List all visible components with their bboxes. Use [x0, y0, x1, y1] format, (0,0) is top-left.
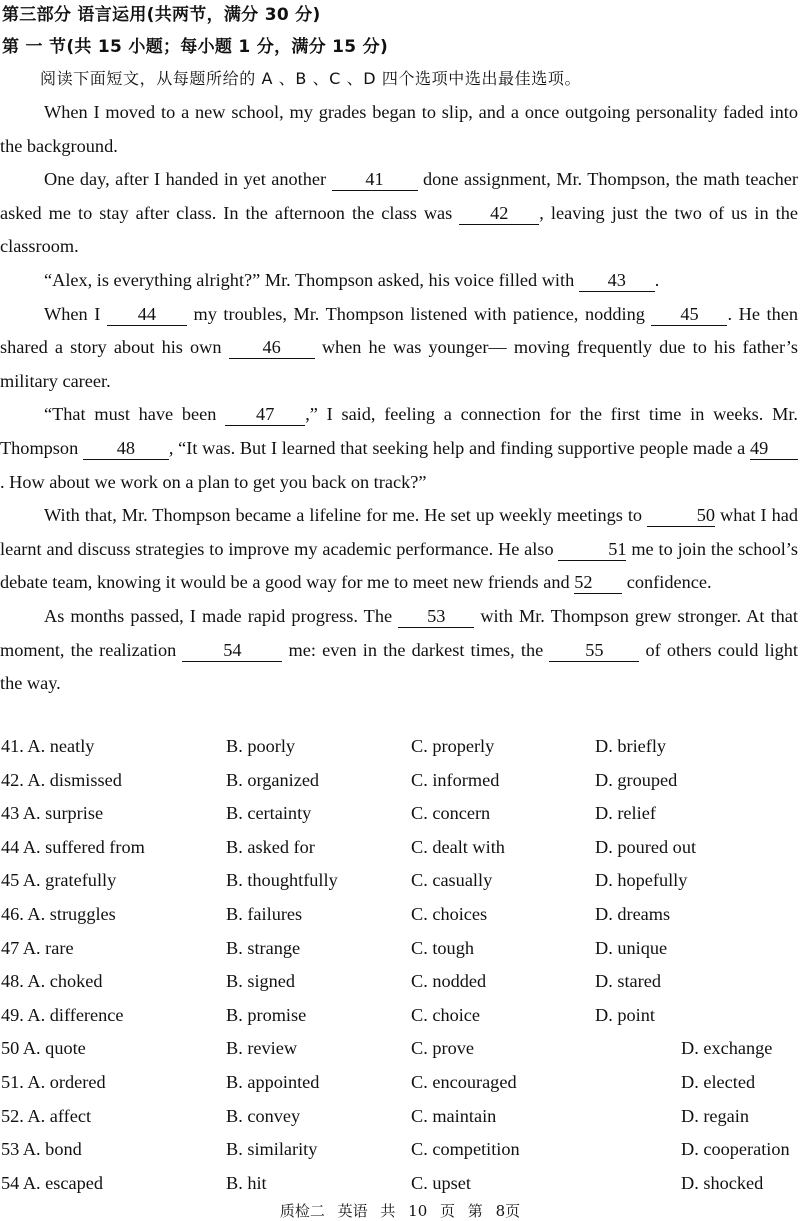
option-b: B. appointed — [226, 1071, 320, 1092]
option-row-43 — [0, 797, 800, 831]
option-d: D. dreams — [595, 903, 671, 924]
blank-52: 52 — [574, 571, 622, 594]
option-row-42 — [0, 764, 800, 798]
option-c: C. encouraged — [411, 1071, 517, 1092]
option-row-54 — [0, 1167, 800, 1201]
blank-45: 45 — [651, 303, 727, 326]
option-a: 53 A. bond — [1, 1139, 82, 1160]
blank-42: 42 — [459, 202, 539, 225]
option-c: C. casually — [411, 870, 493, 891]
option-b: B. review — [226, 1038, 298, 1059]
text: One day, after I handed in yet another — [44, 169, 332, 190]
option-d: D. cooperation — [681, 1139, 790, 1160]
option-a: 44 A. suffered from — [1, 836, 145, 857]
option-row-48 — [0, 965, 800, 999]
option-d: D. stared — [595, 971, 661, 992]
text: . — [654, 269, 660, 290]
option-c: C. concern — [411, 803, 491, 824]
text: “Alex, is everything alright?” Mr. Thompson asked, his voice filled with — [44, 269, 579, 290]
text: “That must have been — [44, 404, 226, 425]
text: me: even in the darkest times, the — [282, 639, 550, 660]
answer-options — [0, 730, 800, 1200]
option-row-41 — [0, 730, 800, 764]
text: confidence. — [622, 572, 712, 593]
option-d: D. poured out — [595, 836, 697, 857]
blank-49: 49 — [750, 437, 798, 460]
option-row-45 — [0, 864, 800, 898]
option-row-47 — [0, 932, 800, 966]
text: . How about we work on a plan to get you back on track?” — [0, 471, 427, 492]
option-a: 48. A. choked — [1, 971, 103, 992]
option-b: B. strange — [226, 937, 301, 958]
text: . He then shared a story about his own — [0, 303, 798, 358]
option-b: B. failures — [226, 903, 303, 924]
option-c: C. informed — [411, 769, 500, 790]
paragraph-2 — [0, 163, 798, 264]
section-title: 第 一 节(共 15 小题；每小题 1 分，满分 15 分) — [2, 37, 389, 57]
option-b: B. certainty — [226, 803, 312, 824]
blank-50: 50 — [647, 504, 715, 527]
option-b: B. asked for — [226, 836, 315, 857]
option-row-53 — [0, 1133, 800, 1167]
blank-47: 47 — [225, 403, 305, 426]
instruction-text: 阅读下面短文，从每题所给的 A 、B 、C 、D 四个选项中选出最佳选项。 — [40, 69, 582, 88]
blank-54: 54 — [182, 639, 282, 662]
option-d: D. grouped — [595, 769, 678, 790]
option-c: C. nodded — [411, 971, 487, 992]
text: my troubles, Mr. Thompson listened with patience, nodding — [186, 303, 652, 324]
paragraph-7 — [0, 600, 798, 701]
option-d: D. point — [595, 1004, 655, 1025]
option-a: 50 A. quote — [1, 1038, 86, 1059]
option-d: D. exchange — [681, 1038, 773, 1059]
option-row-52 — [0, 1100, 800, 1134]
text: When I — [44, 303, 107, 324]
option-row-44 — [0, 831, 800, 865]
blank-41: 41 — [332, 168, 418, 191]
text: ,” I said, feeling a connection for the first time in weeks. Mr. Thompson — [0, 404, 798, 458]
paragraph-1: When I moved to a new school, my grades began to slip, and a once outgoing personality faded into the background. — [0, 102, 798, 156]
option-a: 42. A. dismissed — [1, 769, 122, 790]
text: , “It was. But I learned that seeking help and finding supportive people made a — [168, 437, 750, 458]
option-c: C. properly — [411, 736, 495, 756]
blank-51: 51 — [558, 538, 626, 561]
option-d: D. regain — [681, 1105, 750, 1126]
page-footer: 质检二 英语 共 10 页 第 8页 — [279, 1202, 521, 1220]
option-b: B. promise — [226, 1004, 307, 1025]
blank-55: 55 — [549, 639, 639, 662]
option-c: C. maintain — [411, 1105, 497, 1126]
part-title: 第三部分 语言运用(共两节，满分 30 分) — [2, 5, 321, 25]
text: done assignment, Mr. Thompson, the math teacher asked me to stay after class. In the afternoon the class was — [0, 169, 799, 223]
option-d: D. unique — [595, 937, 668, 958]
option-b: B. thoughtfully — [226, 870, 338, 891]
option-c: C. upset — [411, 1172, 471, 1193]
option-d: D. briefly — [595, 736, 667, 756]
text: when he was younger— moving frequently due to his father’s military career. — [0, 337, 798, 391]
option-c: C. choice — [411, 1004, 481, 1025]
option-a: 46. A. struggles — [1, 903, 116, 924]
blank-53: 53 — [398, 605, 474, 628]
option-row-49 — [0, 999, 800, 1033]
text: of others could light the way. — [0, 639, 799, 694]
text: , leaving just the two of us in the classroom. — [0, 202, 798, 257]
paragraph-5 — [0, 398, 798, 499]
option-b: B. poorly — [226, 736, 296, 756]
blank-48: 48 — [83, 437, 169, 460]
option-a: 51. A. ordered — [1, 1071, 106, 1092]
option-row-51 — [0, 1066, 800, 1100]
text: me to join the school’s debate team, knowing it would be a good way for me to meet new friends and — [0, 538, 798, 593]
option-b: B. convey — [226, 1105, 301, 1126]
option-d: D. shocked — [681, 1172, 764, 1193]
option-b: B. hit — [226, 1172, 267, 1193]
option-d: D. hopefully — [595, 870, 688, 891]
paragraph-6 — [0, 499, 798, 600]
blank-43: 43 — [579, 269, 655, 292]
option-d: D. relief — [595, 803, 656, 824]
text: As months passed, I made rapid progress. The — [44, 605, 399, 626]
option-b: B. organized — [226, 769, 320, 790]
cloze-passage — [0, 96, 798, 701]
option-a: 52. A. affect — [1, 1105, 92, 1126]
option-a: 47 A. rare — [1, 937, 74, 958]
option-a: 49. A. difference — [1, 1004, 124, 1025]
text: With that, Mr. Thompson became a lifeline for me. He set up weekly meetings to — [44, 505, 648, 526]
option-a: 43 A. surprise — [1, 803, 104, 824]
option-row-50 — [0, 1032, 800, 1066]
option-a: 41. A. neatly — [1, 736, 95, 756]
option-c: C. tough — [411, 937, 474, 958]
option-a: 45 A. gratefully — [1, 870, 117, 891]
option-c: C. prove — [411, 1038, 474, 1059]
paragraph-4 — [0, 298, 798, 399]
option-b: B. similarity — [226, 1139, 318, 1160]
blank-44: 44 — [107, 303, 187, 326]
option-c: C. choices — [411, 903, 488, 924]
paragraph-3 — [0, 264, 798, 298]
text: with Mr. Thompson grew stronger. At that moment, the realization — [0, 605, 798, 660]
option-c: C. dealt with — [411, 836, 505, 857]
option-d: D. elected — [681, 1071, 756, 1092]
blank-46: 46 — [229, 336, 315, 359]
option-row-46 — [0, 898, 800, 932]
text: what I had learnt and discuss strategies to improve my academic performance. He also — [0, 505, 798, 559]
option-c: C. competition — [411, 1139, 520, 1160]
option-a: 54 A. escaped — [1, 1172, 104, 1193]
option-b: B. signed — [226, 971, 296, 992]
